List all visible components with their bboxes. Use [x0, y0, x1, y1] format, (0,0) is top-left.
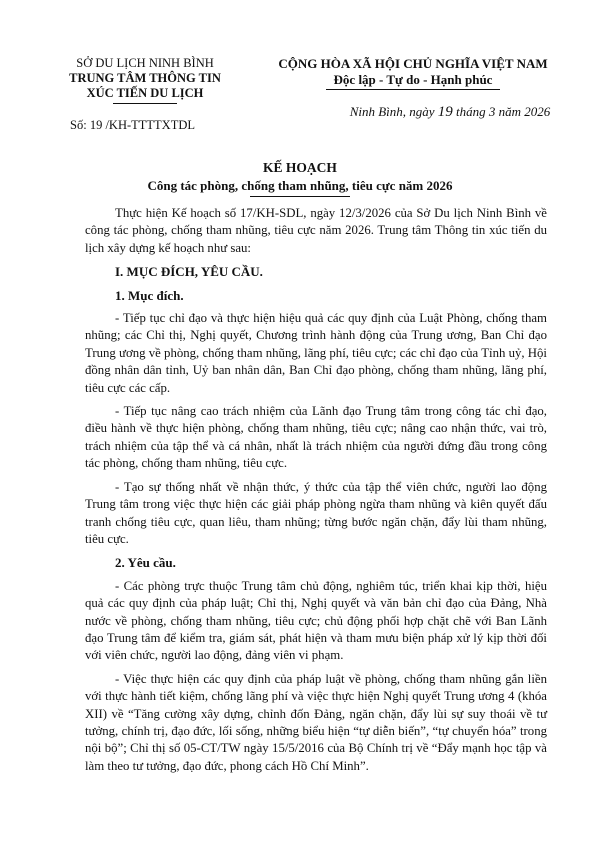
section-1-1-heading: 1. Mục đích.: [115, 287, 184, 303]
section-1-heading: I. MỤC ĐÍCH, YÊU CẦU.: [115, 264, 263, 280]
doc-number-prefix: Số:: [70, 118, 90, 132]
document-title: KẾ HOẠCH: [263, 160, 337, 175]
place-date-prefix: Ninh Bình, ngày: [349, 104, 438, 119]
issuing-agency-block: [60, 56, 230, 104]
purpose-paragraph-3: - Tạo sự thống nhất về nhận thức, ý thức của tập thể viên chức, người lao động Trung tâm trong việc thực hiện các giải pháp phòng ngừa tham nhũng và kiên quyết đấu tranh chống tiêu cực, quan liêu, tham nhũng; từng bước ngăn chặn, đẩy lùi tham nhũng, tiêu cực.: [85, 479, 547, 546]
purpose-paragraph-2: - Tiếp tục nâng cao trách nhiệm của Lãnh đạo Trung tâm trong công tác chỉ đạo, điều hành về thực hiện phòng, chống tham nhũng, tiêu cực; nâng cao nhận thức, vai trò, trách nhiệm của tập thể và cá nhân, nhất là trách nhiệm của người đứng đầu trong công tác phòng, chống tham nhũng, tiêu cực.: [85, 404, 547, 471]
intro-paragraph: Thực hiện Kế hoạch số 17/KH-SDL, ngày 12/3/2026 của Sở Du lịch Ninh Bình về công tác phòng, chống tham nhũng, tiêu cực năm 2026. Trung tâm Thông tin xúc tiến du lịch xây dựng kế hoạch như sau:: [85, 206, 547, 255]
place-date-suffix: tháng 3 năm 2026: [452, 104, 551, 119]
purpose-paragraph-1: - Tiếp tục chỉ đạo và thực hiện hiệu quả các quy định của Luật Phòng, chống tham nhũng; các Chỉ thị, Nghị quyết, Chương trình hành động của Trung ương, Ban Chỉ đạo Trung ương về phòng, chống tham nhũng, lãng phí, tiêu cực; các chỉ đạo của Tỉnh uỷ, Hội đồng nhân dân tỉnh, Uỷ ban nhân dân, Ban Chỉ đạo phòng, chống tham nhũng, lãng phí, tiêu cực các cấp.: [85, 311, 547, 395]
requirement-paragraph-2: - Việc thực hiện các quy định của pháp luật về phòng, chống tham nhũng gắn liền với thực hành tiết kiệm, chống lãng phí và việc thực hiện Nghị quyết Trung ương 4 (khóa XII) về “Tăng cường xây dựng, chỉnh đốn Đảng, ngăn chặn, đẩy lùi sự suy thoái về tư tưởng, chính trị, đạo đức, lối sống, những biểu hiện “tự diễn biến”, “tự chuyển hóa” trong nội bộ”; Chỉ thị số 05-CT/TW ngày 15/5/2016 của Bộ Chính trị về “Đẩy mạnh học tập và làm theo tư tưởng, đạo đức, phong cách Hồ Chí Minh”.: [85, 671, 547, 773]
section-1-2-heading: 2. Yêu cầu.: [115, 555, 176, 571]
document-number: [70, 118, 195, 133]
agency-name-line1: TRUNG TÂM THÔNG TIN: [69, 71, 221, 85]
date-day: 19: [437, 104, 453, 120]
document-body: [85, 205, 547, 781]
subtitle-underline: [250, 196, 350, 197]
parent-agency: SỞ DU LỊCH NINH BÌNH: [76, 56, 214, 70]
place-and-date: [330, 104, 570, 121]
doc-number-suffix: /KH-TTTTXTDL: [102, 118, 195, 132]
motto-underline: [326, 89, 500, 90]
national-motto: Độc lập - Tự do - Hạnh phúc: [333, 72, 493, 87]
document-subtitle: Công tác phòng, chống tham nhũng, tiêu cực năm 2026: [147, 178, 453, 193]
nation-name: CỘNG HÒA XÃ HỘI CHỦ NGHĨA VIỆT NAM: [278, 56, 548, 71]
national-title-block: [258, 56, 568, 90]
doc-number-value: 19: [89, 118, 103, 132]
agency-name-line2: XÚC TIẾN DU LỊCH: [86, 86, 204, 100]
requirement-paragraph-1: - Các phòng trực thuộc Trung tâm chủ động, nghiêm túc, triển khai kịp thời, hiệu quả các quy định của pháp luật; Chỉ thị, Nghị quyết và văn bản chỉ đạo của Đảng, Nhà nước về phòng, chống tham nhũng, tiêu cực; chủ động phối hợp chặt chẽ với Ban Lãnh đạo Trung tâm để kiểm tra, giám sát, phát hiện và tham mưu biện pháp xử lý kịp thời đối với viên chức, người lao động, đảng viên vi phạm.: [85, 578, 547, 663]
agency-underline: [113, 103, 177, 104]
